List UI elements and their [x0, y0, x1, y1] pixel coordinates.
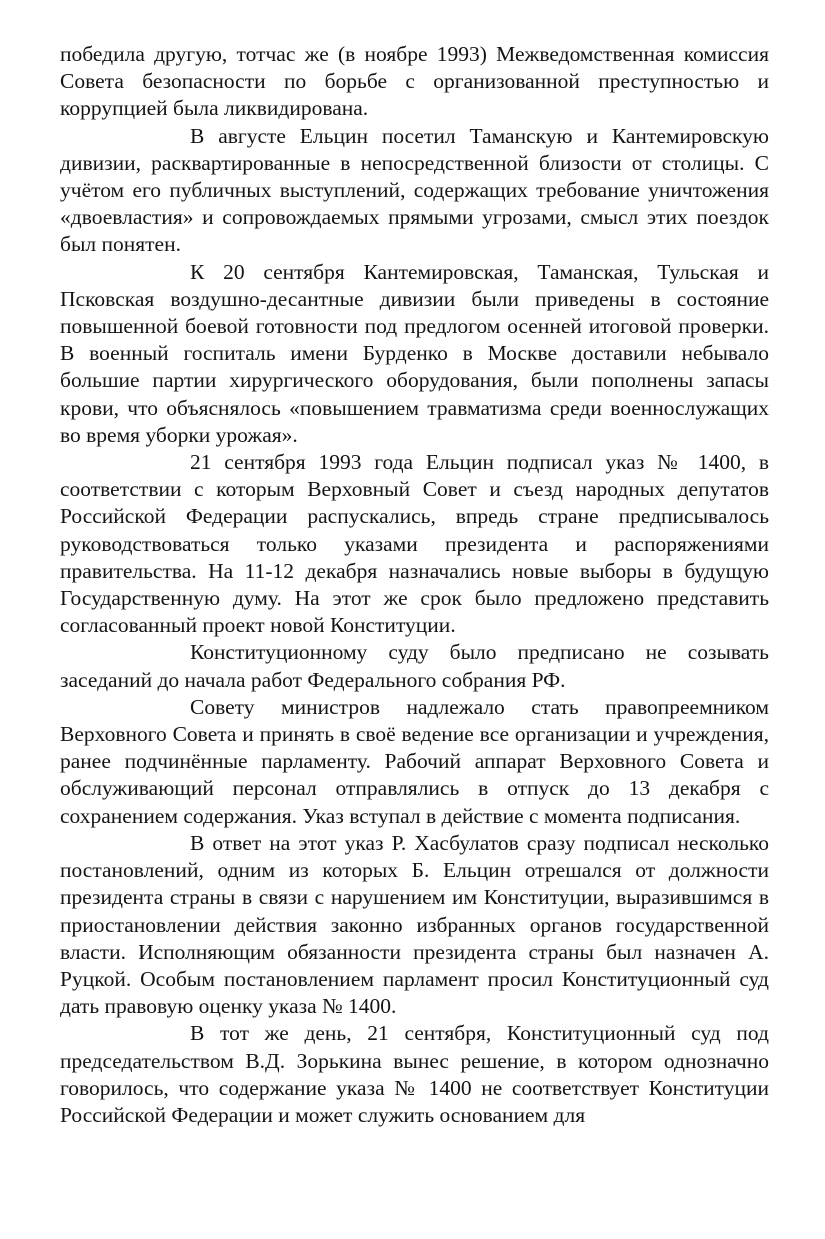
- paragraph-council-of-ministers: Совету министров надлежало стать правопреемником Верховного Совета и принять в своё ведение все организации и учреждения, ранее подчинённые парламенту. Рабочий аппарат Верховного Совета и обслуживающий персонал отправлялись в отпуск до 13 декабря с сохранением содержания. Указ вступал в действие с момента подписания.: [60, 694, 769, 828]
- paragraph-khasbulatov-response: В ответ на этот указ Р. Хасбулатов сразу подписал несколько постановлений, одним из которых Б. Ельцин отрешался от должности президента страны в связи с нарушением им Конституции, выразившимся в приостановлении действия законно избранных органов государственной власти. Исполняющим обязанности президента страны был назначен А. Руцкой. Особым постановлением парламент просил Конституционный суд дать правовую оценку указа № 1400.: [60, 830, 769, 1019]
- paragraph-constitutional-court: Конституционному суду было предписано не созывать заседаний до начала работ Федерального собрания РФ.: [60, 640, 769, 692]
- paragraph-continuation: победила другую, тотчас же (в ноябре 1993) Межведомственная комиссия Совета безопасности по борьбе с организованной преступностью и коррупцией была ликвидирована.: [60, 42, 769, 121]
- document-page: [60, 41, 769, 1129]
- paragraph-september-20: К 20 сентября Кантемировская, Таманская, Тульская и Псковская воздушно-десантные дивизии были приведены в состояние повышенной боевой готовности под предлогом осенней итоговой проверки. В военный госпиталь имени Бурденко в Москве доставили небывало большие партии хирургического оборудования, были пополнены запасы крови, что объяснялось «повышением травматизма среди военнослужащих во время уборки урожая».: [60, 259, 769, 447]
- paragraph-court-decision: В тот же день, 21 сентября, Конституционный суд под председательством В.Д. Зорькина вынес решение, в котором однозначно говорилось, что содержание указа № 1400 не соответствует Конституции Российской Федерации и может служить основанием для: [60, 1021, 769, 1127]
- paragraph-august-visit: В августе Ельцин посетил Таманскую и Кантемировскую дивизии, расквартированные в непосредственной близости от столицы. С учётом его публичных выступлений, содержащих требование уничтожения «двоевластия» и сопровождаемых прямыми угрозами, смысл этих поездок был понятен.: [60, 123, 769, 257]
- paragraph-decree-1400: 21 сентября 1993 года Ельцин подписал указ № 1400, в соответствии с которым Верховный Совет и съезд народных депутатов Российской Федерации распускались, впредь стране предписывалось руководствоваться только указами президента и распоряжениями правительства. На 11-12 декабря назначались новые выборы в будущую Государственную думу. На этот же срок было предложено представить согласованный проект новой Конституции.: [60, 450, 769, 638]
